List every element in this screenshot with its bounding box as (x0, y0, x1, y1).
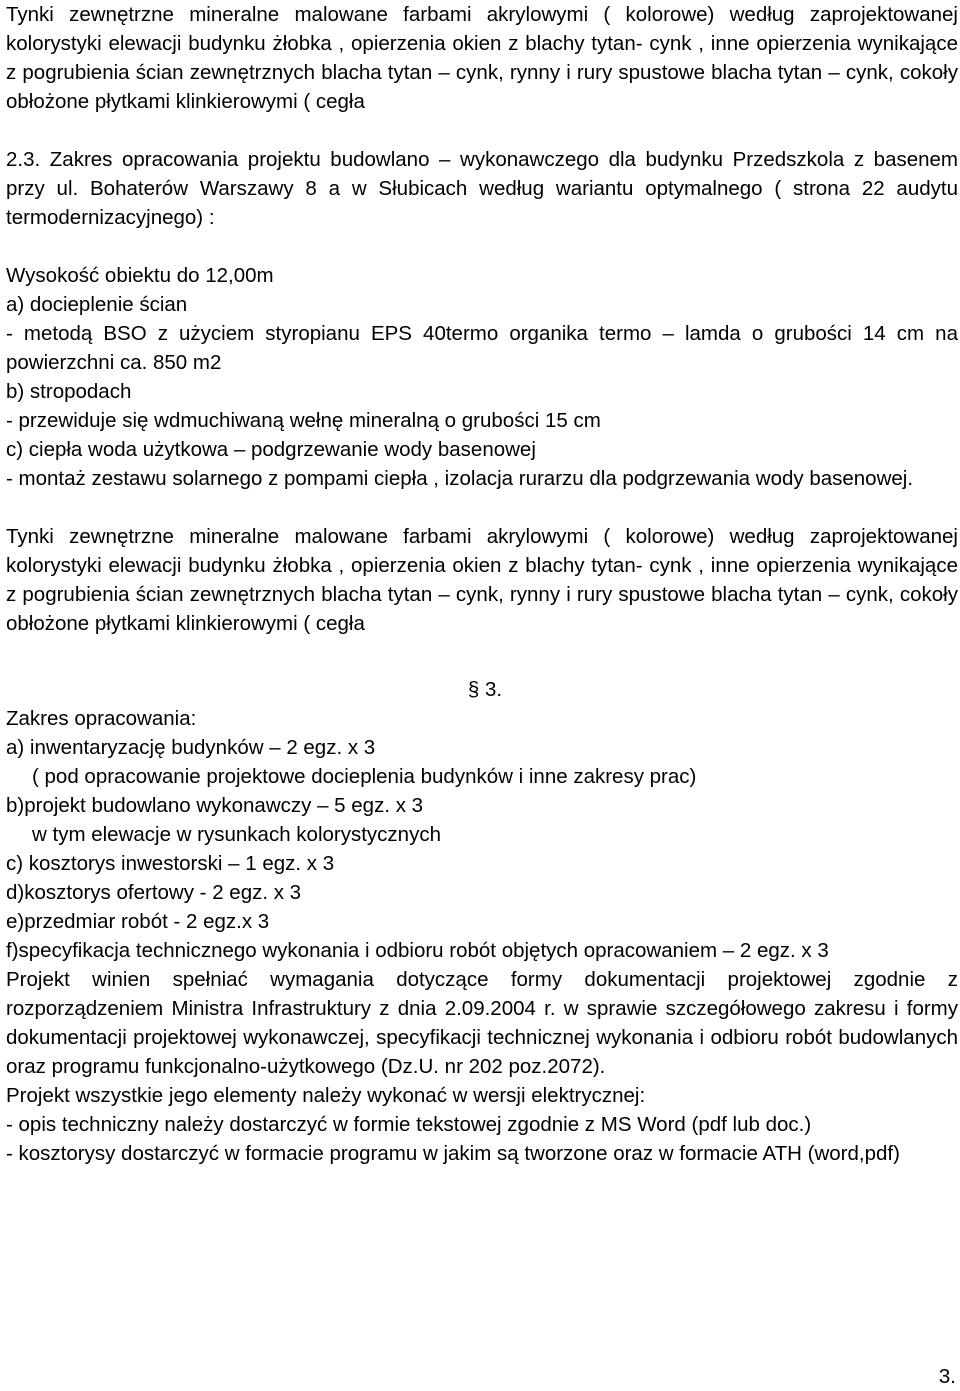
building-height: Wysokość obiektu do 12,00m (6, 264, 274, 287)
item-f-text: f)specyfikacja technicznego wykonania i odbioru robót objętych opracowaniem – 2 egz. x 3 (6, 939, 829, 962)
item-a-text: - metodą BSO z użyciem styropianu EPS 40termo organika termo – lamda o grubości 14 cm na powierzchni ca. 850 m2 (6, 322, 958, 374)
page-number: 3. (938, 1365, 956, 1388)
item-b-title: b) stropodach (6, 380, 132, 403)
item-c-title: c) ciepła woda użytkowa – podgrzewanie wody basenowej (6, 438, 536, 461)
list-item: e)przedmiar robót - 2 egz.x 3 (6, 910, 270, 933)
list-item: c) kosztorys inwestorski – 1 egz. x 3 (6, 852, 335, 875)
facade-paragraph-top: Tynki zewnętrzne mineralne malowane farbami akrylowymi ( kolorowe) według zaprojektowanej kolorystyki elewacji budynku żłobka , opierzenia okien z blachy tytan- cynk , inne opierzenia wynikające z pogrubienia ścian zewnętrznych blacha tytan – cynk, rynny i rury spustowe blacha tytan – cynk, cokoły obłożone płytkami klinkierowymi ( cegła (6, 3, 958, 113)
scope-title: Zakres opracowania: (6, 707, 197, 730)
facade-paragraph-second: Tynki zewnętrzne mineralne malowane farbami akrylowymi ( kolorowe) według zaprojektowanej kolorystyki elewacji budynku żłobka , opierzenia okien z blachy tytan- cynk , inne opierzenia wynikające z pogrubienia ścian zewnętrznych blacha tytan – cynk, rynny i rury spustowe blacha tytan – cynk, cokoły obłożone płytkami klinkierowymi ( cegła (6, 525, 958, 635)
document-page (6, 0, 958, 1390)
list-item: a) inwentaryzację budynków – 2 egz. x 3 (6, 736, 376, 759)
list-item: b)projekt budowlano wykonawczy – 5 egz. x 3 (6, 794, 424, 817)
item-b-text: - przewiduje się wdmuchiwaną wełnę mineralną o grubości 15 cm (6, 409, 601, 432)
opis-requirement: - opis techniczny należy dostarczyć w formie tekstowej zgodnie z MS Word (pdf lub doc.) (6, 1113, 812, 1136)
section-2-3-paragraph: 2.3. Zakres opracowania projektu budowlano – wykonawczego dla budynku Przedszkola z basenem przy ul. Bohaterów Warszawy 8 a w Słubicach według wariantu optymalnego ( strona 22 audytu termodernizacyjnego) : (6, 148, 958, 229)
list-item: ( pod opracowanie projektowe docieplenia budynków i inne zakresy prac) (32, 765, 697, 788)
spacer (6, 116, 958, 145)
spacer (6, 493, 958, 522)
list-item: d)kosztorys ofertowy - 2 egz. x 3 (6, 881, 302, 904)
electronic-version-title: Projekt wszystkie jego elementy należy wykonać w wersji elektrycznej: (6, 1084, 646, 1107)
item-a-title: a) docieplenie ścian (6, 293, 188, 316)
scope-list (6, 733, 958, 936)
list-item: w tym elewacje w rysunkach kolorystycznych (32, 823, 441, 846)
kosztorysy-requirement: - kosztorysy dostarczyć w formacie programu w jakim są tworzone oraz w formacie ATH (word,pdf) (6, 1142, 900, 1165)
spacer (6, 232, 958, 261)
project-requirements-paragraph: Projekt winien spełniać wymagania dotyczące formy dokumentacji projektowej zgodnie z rozporządzeniem Ministra Infrastruktury z dnia 2.09.2004 r. w sprawie szczegółowego zakresu i formy dokumentacji projektowej wykonawczej, specyfikacji technicznej wykonania i odbioru robót budowlanych oraz programu funkcjonalno-użytkowego (Dz.U. nr 202 poz.2072). (6, 968, 958, 1078)
section-mark: § 3. (467, 678, 503, 701)
item-c-text: - montaż zestawu solarnego z pompami ciepła , izolacja rurarzu dla podgrzewania wody basenowej. (6, 467, 914, 490)
